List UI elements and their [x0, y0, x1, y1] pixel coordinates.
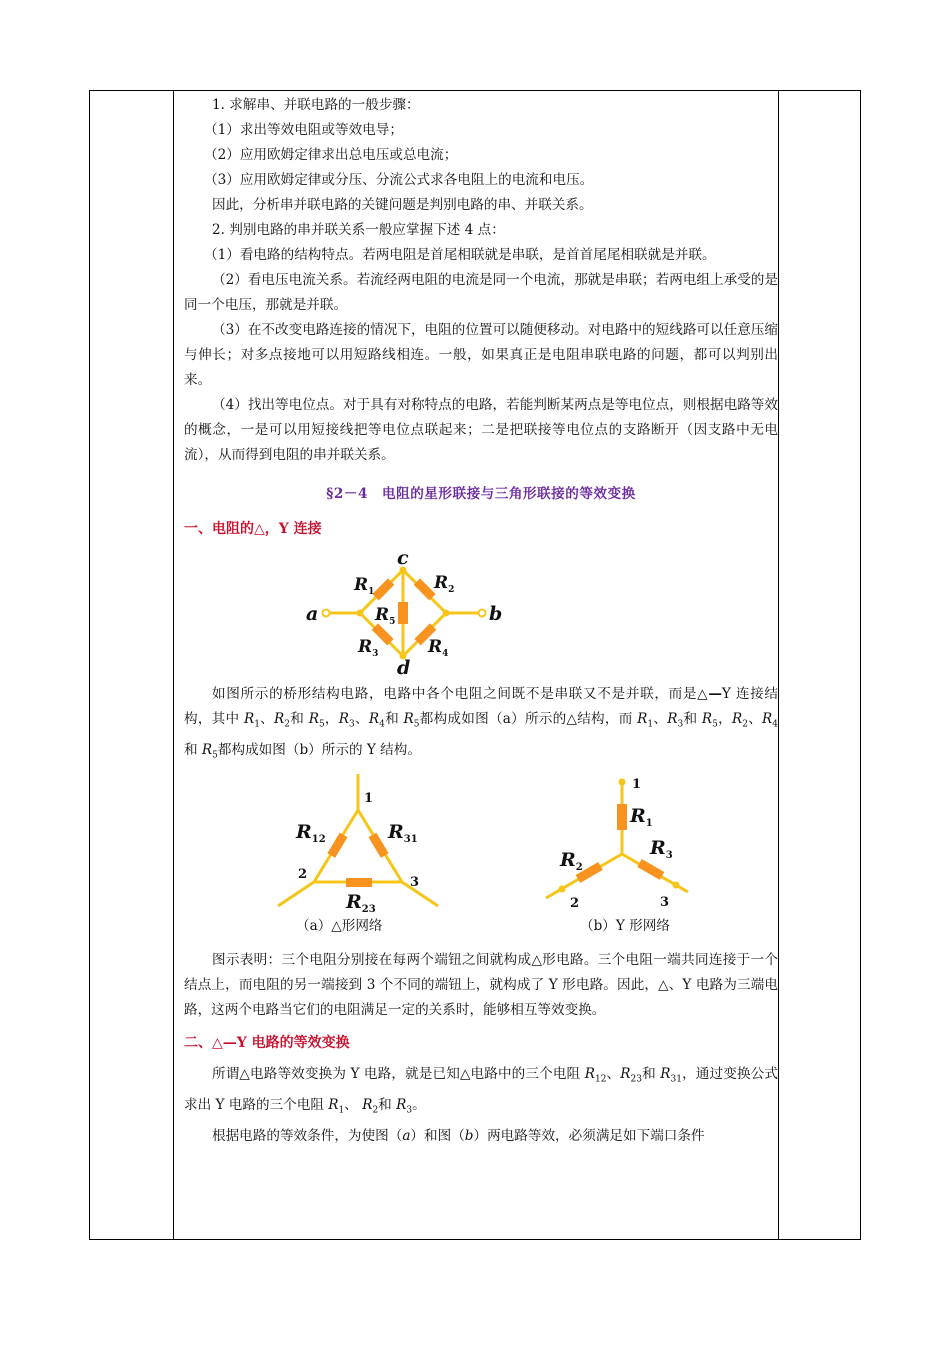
- judge-heading: 2. 判别电路的串并联关系一般应掌握下述 4 点：: [212, 222, 505, 238]
- label-r12: $R_{12}$: [296, 821, 326, 846]
- label-c: c: [397, 548, 409, 569]
- left-column: [90, 91, 174, 1239]
- y-node-2: 2: [570, 896, 580, 912]
- resistor-r1: [372, 578, 394, 600]
- explain-paragraph: 图示表明：三个电阻分别接在每两个端钮之间就构成△形电路。三个电阻一端共同连接于一个结点上，而电阻的另一端接到 3 个不同的端钮上，就构成了 Y 形电路。因此，△、Y 电路为三端电路，这两个电路当它们的电阻满足一定的关系时，能够相互等效变换。: [184, 952, 778, 1019]
- delta-y-figures: [184, 774, 778, 934]
- bridge-circuit-diagram: [296, 548, 516, 678]
- label-r5: $R_5$: [375, 605, 396, 627]
- resistor-y-r1: [617, 804, 627, 830]
- label-y-r3: $R_3$: [650, 837, 673, 862]
- steps-heading: 1. 求解串、并联电路的一般步骤：: [212, 97, 420, 113]
- resistor-r2: [414, 578, 436, 600]
- label-r3: $R_3$: [358, 637, 379, 659]
- table-frame: [89, 90, 861, 1240]
- label-y-r2: $R_2$: [560, 849, 583, 874]
- step-2: （2）应用欧姆定律求出总电压或总电流；: [204, 147, 458, 163]
- resistor-r12: [327, 833, 347, 858]
- caption-delta: （a）△形网络: [296, 918, 383, 935]
- y-node-3: 3: [660, 895, 670, 911]
- section-title: §2－4 电阻的星形联接与三角形联接的等效变换: [326, 486, 636, 502]
- label-r2: $R_2$: [434, 573, 455, 595]
- judge-4: （4）找出等电位点。对于具有对称特点的电路，若能判断某两点是等电位点，则根据电路等效的概念，一是可以用短接线把等电位点联起来；二是把联接等电位点的支路断开（因支路中无电流），从而得到电阻的串并联关系。: [184, 397, 778, 463]
- y-network-diagram: [540, 774, 700, 914]
- label-a: a: [306, 603, 319, 625]
- y-node-1: 1: [632, 777, 642, 793]
- judge-1: （1）看电路的结构特点。若两电阻是首尾相联就是串联，是首首尾尾相联就是并联。: [204, 247, 716, 263]
- resistor-r5: [398, 602, 408, 624]
- label-y-r1: $R_1$: [630, 805, 653, 830]
- delta-network-diagram: [268, 774, 448, 914]
- heading-delta-y-transform: 二、△—Y 电路的等效变换: [184, 1035, 350, 1052]
- caption-y: （b）Y 形网络: [580, 918, 670, 935]
- label-r23: $R_{23}$: [346, 891, 376, 915]
- resistor-y-r3: [637, 859, 664, 880]
- label-b: b: [489, 603, 503, 625]
- bridge-paragraph: 如图所示的桥形结构电路，电路中各个电阻之间既不是串联又不是并联，而是△—Y 连接结构，其中 $R_1$、$R_2$和 $R_5$，$R_3$、$R_4$和 $R_5$都构成如图（a）所示的△结构，而 $R_1$、$R_3$和 $R_5$，$R_2$、$R_4$和 $R_5$都构成如图（b）所示的 Y 结构。: [184, 686, 779, 761]
- delta-node-3: 3: [410, 875, 420, 891]
- main-content: [184, 93, 778, 1149]
- label-r4: $R_4$: [428, 637, 449, 659]
- label-r1: $R_1$: [354, 575, 375, 597]
- resistor-r23: [346, 878, 372, 887]
- delta-node-2: 2: [298, 867, 308, 883]
- label-r31: $R_{31}$: [388, 821, 418, 846]
- delta-node-1: 1: [364, 791, 374, 807]
- step-1: （1）求出等效电阻或等效电导；: [204, 122, 403, 138]
- judge-2: （2）看电压电流关系。若流经两电阻的电流是同一个电流，那就是串联；若两电组上承受的是同一个电压，那就是并联。: [184, 272, 778, 313]
- step-3: （3）应用欧姆定律或分压、分流公式求各电阻上的电流和电压。: [204, 172, 594, 188]
- y-wires: [546, 782, 688, 898]
- transform-paragraph: 所谓△电路等效变换为 Y 电路，就是已知△电路中的三个电阻 $R_{12}$、$R_{23}$和 $R_{31}$，通过变换公式求出 Y 电路的三个电阻 $R_1$、 $R_2$和 $R_3$。: [184, 1066, 778, 1116]
- resistor-r31: [369, 833, 389, 858]
- heading-delta-y-connection: 一、电阻的△，Y 连接: [184, 521, 322, 537]
- condition-paragraph: 根据电路的等效条件，为使图（a）和图（b）两电路等效，必须满足如下端口条件: [212, 1127, 705, 1144]
- delta-resistors: [327, 833, 388, 887]
- judge-3: （3）在不改变电路连接的情况下，电阻的位置可以随便移动。对电路中的短线路可以任意压缩与伸长；对多点接地可以用短路线相连。一般，如果真正是电阻串联电路的问题，都可以判别出来。: [184, 322, 778, 388]
- right-column: [778, 91, 860, 1239]
- key-point: 因此，分析串并联电路的关键问题是判别电路的串、并联关系。: [212, 197, 593, 213]
- label-d: d: [397, 657, 411, 678]
